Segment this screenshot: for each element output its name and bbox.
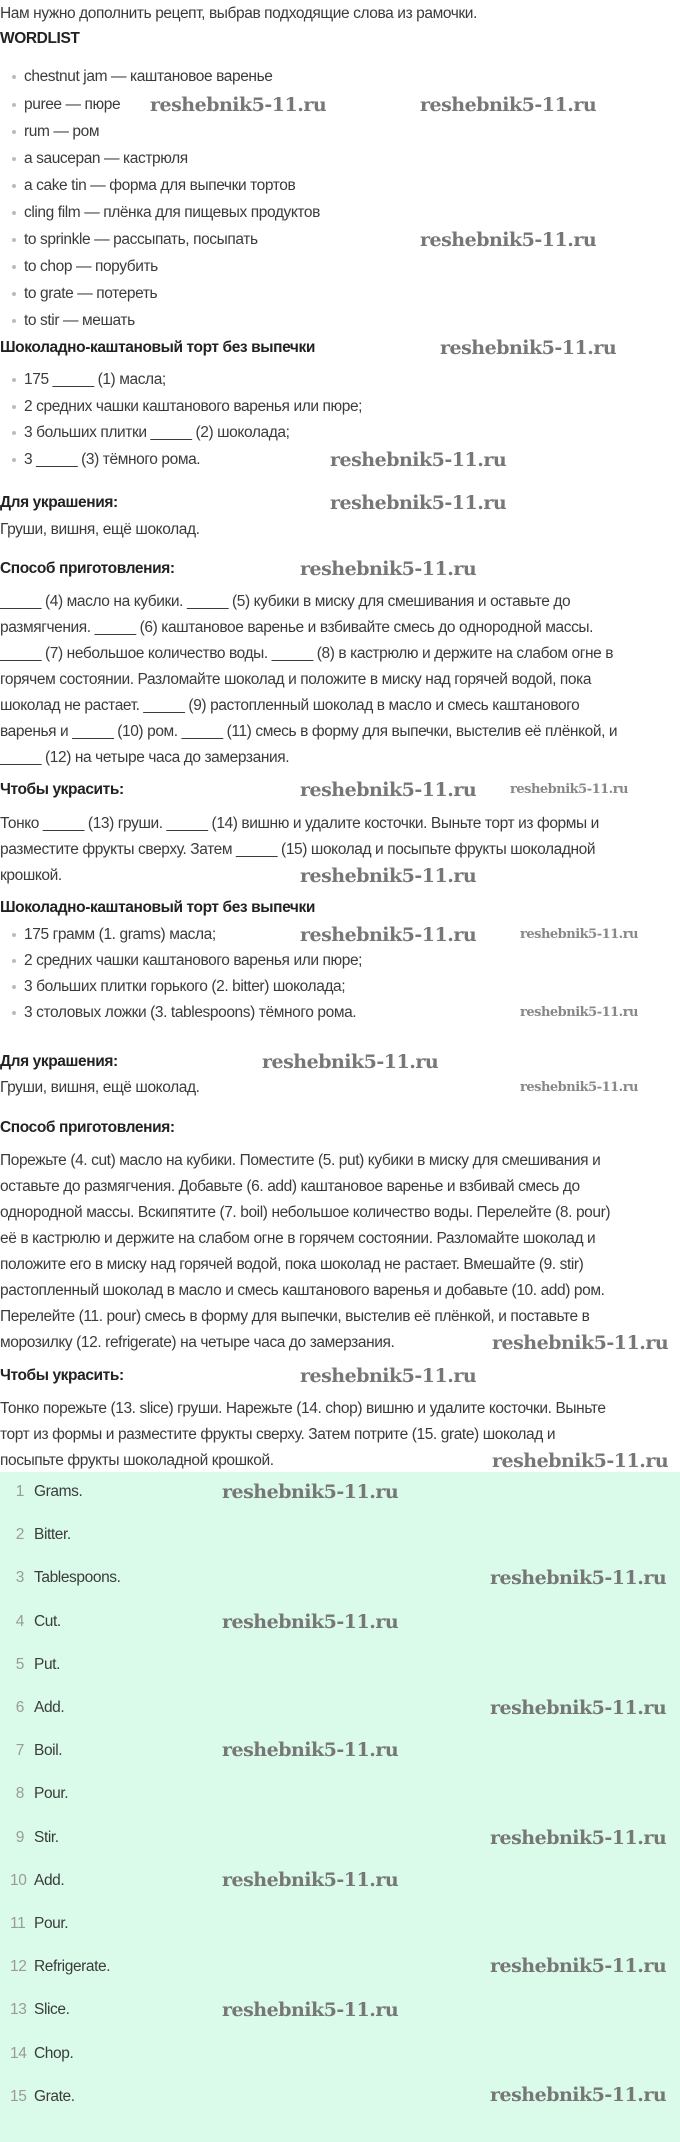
ingredient-item [12,420,289,446]
task-decor-text: Груши, вишня, ещё шоколад. [0,521,200,538]
answer-text: Bitter. [34,1526,71,1544]
answer-text: Add. [34,1871,65,1889]
answer-row [10,1781,68,1807]
solution-garnish-line: Тонко порежьте (13. slice) груши. Нарежьте (14. chop) вишню и удалите косточки. Выньте [0,1400,606,1417]
answer-number: 1 [15,1483,24,1500]
watermark: reshebnik5-11.ru [222,1869,399,1891]
bullet-icon [12,75,16,79]
bullet-icon [12,292,16,296]
bullet-icon [12,405,16,409]
ingredient-item [12,447,200,473]
answer-number: 13 [10,2001,27,2019]
answer-number: 14 [10,2044,27,2062]
list-item-text: 175 грамм (1. grams) масла; [24,926,216,943]
watermark: reshebnik5-11.ru [490,1827,667,1849]
list-item-text: to sprinkle — рассыпать, посыпать [24,231,258,248]
wordlist-item [12,173,295,199]
watermark: reshebnik5-11.ru [300,865,477,887]
watermark: reshebnik5-11.ru [510,782,629,797]
watermark: reshebnik5-11.ru [222,1481,399,1503]
list-item-text: a saucepan — кастрюля [24,150,188,167]
bullet-icon [12,458,16,462]
answer-text: Grams. [34,1483,83,1500]
watermark: reshebnik5-11.ru [262,1051,439,1073]
solution-garnish-line: посыпьте фрукты шоколадной крошкой. [0,1452,274,1469]
bullet-icon [12,184,16,188]
task-title: Шоколадно-каштановый торт без выпечки [0,339,315,356]
solution-decor-title: Для украшения: [0,1053,118,1070]
list-item-text: 2 средних чашки каштанового варенья или пюре; [24,398,363,415]
watermark: reshebnik5-11.ru [222,1739,399,1761]
solution-title: Шоколадно-каштановый торт без выпечки [0,899,315,916]
list-item-text: to stir — мешать [24,312,135,329]
solution-ingredient-item [12,974,345,1000]
method-line: варенья и _____ (10) ром. _____ (11) смесь в форму для выпечки, выстелив её плёнкой, и [0,723,618,740]
answer-row [10,1954,110,1980]
bullet-icon [12,157,16,161]
answer-text: Refrigerate. [34,1958,111,1976]
watermark: reshebnik5-11.ru [520,927,639,942]
answer-text: Pour. [34,1785,69,1803]
bullet-icon [12,431,16,435]
bullet-icon [12,319,16,323]
watermark: reshebnik5-11.ru [490,2084,667,2106]
solution-method-line: Порежьте (4. cut) масло на кубики. Поместите (5. put) кубики в миску для смешивания и [0,1152,601,1169]
watermark: reshebnik5-11.ru [520,1080,639,1095]
wordlist-item [12,308,135,334]
solution-method-line: растопленный шоколад в масло и смесь каштанового варенья и добавьте (10. add) ром. [0,1282,605,1299]
answer-row [10,1479,82,1505]
watermark: reshebnik5-11.ru [490,1955,667,1977]
task-decor-title: Для украшения: [0,494,118,511]
list-item-text: 3 _____ (3) тёмного рома. [24,451,201,468]
wordlist-item [12,281,157,307]
method-line: шоколад не растает. _____ (9) растопленный шоколад в масло и смесь каштанового [0,697,580,714]
wordlist-item [12,92,120,118]
ingredient-item [12,394,362,420]
answer-row [10,2041,73,2067]
bullet-icon [12,103,16,107]
solution-method-line: её в кастрюлю и держите на слабом огне в горячем состоянии. Разломайте шоколад и [0,1230,596,1247]
list-item-text: 3 больших плитки горького (2. bitter) шоколада; [24,978,346,995]
solution-ingredient-item [12,922,216,948]
solution-ingredient-item [12,1000,356,1026]
answer-text: Stir. [34,1828,59,1846]
answer-text: Slice. [34,2001,70,2019]
watermark: reshebnik5-11.ru [520,1005,639,1020]
list-item-text: to chop — порубить [24,258,158,275]
intro-text: Нам нужно дополнить рецепт, выбрав подходящие слова из рамочки. [0,5,477,22]
watermark: reshebnik5-11.ru [150,94,327,116]
method-line: горячем состоянии. Разломайте шоколад и положите в миску над горячей водой, пока [0,671,592,688]
wordlist-item [12,119,99,145]
answer-row [10,1825,59,1851]
list-item-text: a cake tin — форма для выпечки тортов [24,177,296,194]
solution-method-line: Перелейте (11. pour) смесь в форму для выпечки, выстелив её плёнкой, и поставьте в [0,1308,590,1325]
solution-method-line: положите его в миску над горячей водой, пока шоколад не растает. Вмешайте (9. stir) [0,1256,584,1273]
answer-number: 10 [10,1871,27,1889]
bullet-icon [12,933,16,937]
bullet-icon [12,1011,16,1015]
watermark: reshebnik5-11.ru [330,492,507,514]
method-line: размягчения. _____ (6) каштановое варенье и взбивайте смесь до однородной массы. [0,619,594,636]
watermark: reshebnik5-11.ru [490,1697,667,1719]
answer-number: 8 [15,1785,24,1803]
answer-text: Cut. [34,1612,61,1630]
answer-number: 4 [15,1612,24,1630]
watermark: reshebnik5-11.ru [222,1999,399,2021]
answer-row [10,1695,64,1721]
answer-text: Chop. [34,2044,74,2062]
watermark: reshebnik5-11.ru [300,558,477,580]
bullet-icon [12,130,16,134]
garnish-line: разместите фрукты сверху. Затем _____ (15) шоколад и посыпьте фрукты шоколадной [0,841,596,858]
garnish-line: Тонко _____ (13) груши. _____ (14) вишню и удалите косточки. Выньте торт из формы и [0,815,599,832]
solution-method-line: однородной массы. Вскипятите (7. boil) небольшое количество воды. Перелейте (8. pour) [0,1204,611,1221]
list-item-text: 175 _____ (1) масла; [24,371,166,388]
solution-method-title: Способ приготовления: [0,1119,175,1136]
watermark: reshebnik5-11.ru [300,1365,477,1387]
watermark: reshebnik5-11.ru [420,94,597,116]
wordlist-item [12,227,258,253]
solution-ingredient-item [12,948,362,974]
watermark: reshebnik5-11.ru [300,779,477,801]
answer-number: 2 [15,1526,24,1544]
wordlist-item [12,254,158,280]
answer-number: 3 [15,1569,24,1587]
answer-number: 9 [15,1828,24,1846]
solution-decor-text: Груши, вишня, ещё шоколад. [0,1079,200,1096]
watermark: reshebnik5-11.ru [330,449,507,471]
bullet-icon [12,378,16,382]
answer-row [10,1997,70,2023]
solution-method-line: оставьте до размягчения. Добавьте (6. add) каштановое варенье и взбивай смесь до [0,1178,580,1195]
answer-row [10,1911,68,1937]
answer-text: Add. [34,1699,65,1716]
answer-number: 5 [15,1655,24,1673]
list-item-text: 3 больших плитки _____ (2) шоколада; [24,424,290,441]
method-line: _____ (4) масло на кубики. _____ (5) кубики в миску для смешивания и оставьте до [0,593,571,610]
watermark: reshebnik5-11.ru [492,1332,669,1354]
answer-text: Grate. [34,2087,75,2105]
wordlist-title: WORDLIST [0,30,80,47]
bullet-icon [12,211,16,215]
garnish-line: крошкой. [0,867,62,884]
answer-row [10,1868,64,1894]
ingredient-item [12,367,166,393]
list-item-text: cling film — плёнка для пищевых продуктов [24,204,320,221]
bullet-icon [12,985,16,989]
solution-method-line: морозилку (12. refrigerate) на четыре часа до замерзания. [0,1334,395,1351]
method-line: _____ (7) небольшое количество воды. _____ (8) в кастрюлю и держите на слабом огне в [0,645,614,662]
answer-number: 7 [15,1742,24,1760]
list-item-text: rum — ром [24,123,100,140]
bullet-icon [12,238,16,242]
list-item-text: to grate — потереть [24,285,158,302]
task-garnish-title: Чтобы украсить: [0,781,124,798]
watermark: reshebnik5-11.ru [440,337,617,359]
answer-row [10,1609,61,1635]
watermark: reshebnik5-11.ru [222,1611,399,1633]
answer-text: Boil. [34,1742,63,1760]
answer-row [10,1565,121,1591]
answer-row [10,1652,60,1678]
answer-number: 6 [15,1699,24,1716]
wordlist-item [12,146,188,172]
wordlist-item [12,64,272,90]
wordlist-item [12,200,320,226]
list-item-text: 3 столовых ложки (3. tablespoons) тёмного рома. [24,1004,357,1021]
task-method-title: Способ приготовления: [0,560,175,577]
solution-garnish-title: Чтобы украсить: [0,1367,124,1384]
answer-number: 11 [10,1915,26,1932]
answer-row [10,1738,62,1764]
solution-garnish-line: торт из формы и разместите фрукты сверху. Затем потрите (15. grate) шоколад и [0,1426,556,1443]
answer-text: Put. [34,1655,60,1673]
watermark: reshebnik5-11.ru [420,229,597,251]
watermark: reshebnik5-11.ru [490,1567,667,1589]
answer-text: Pour. [34,1915,69,1932]
bullet-icon [12,959,16,963]
watermark: reshebnik5-11.ru [300,924,477,946]
answer-text: Tablespoons. [34,1569,121,1587]
answer-number: 12 [10,1958,27,1976]
method-line: _____ (12) на четыре часа до замерзания. [0,749,290,766]
list-item-text: chestnut jam — каштановое варенье [24,68,273,85]
answer-row [10,1522,71,1548]
watermark: reshebnik5-11.ru [492,1450,669,1472]
list-item-text: puree — пюре [24,96,121,113]
answer-number: 15 [10,2087,27,2105]
list-item-text: 2 средних чашки каштанового варенья или пюре; [24,952,363,969]
bullet-icon [12,265,16,269]
answer-row [10,2084,75,2110]
